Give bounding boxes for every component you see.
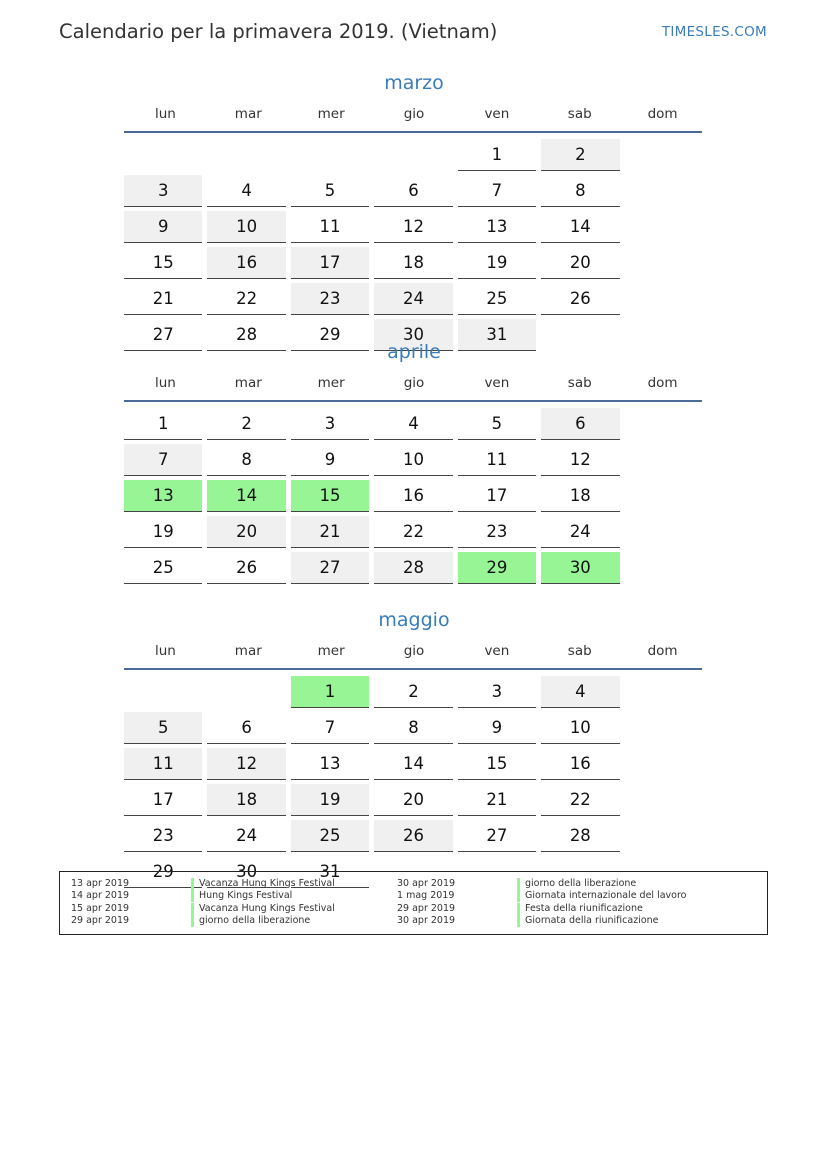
day-number: 17: [291, 247, 369, 279]
day-cell: [207, 209, 290, 245]
day-number: 19: [458, 247, 536, 279]
day-number: 23: [291, 283, 369, 315]
day-number: 4: [207, 175, 285, 207]
weekday-label: gio: [403, 106, 425, 122]
day-number: 10: [374, 444, 452, 476]
day-number: 20: [541, 247, 619, 279]
empty-cell: [124, 137, 207, 173]
weekday-label: mer: [317, 106, 345, 122]
weekday-label: lun: [154, 375, 176, 391]
day-number: 6: [374, 175, 452, 207]
day-cell: [291, 245, 374, 281]
day-cell: [374, 281, 457, 317]
day-cell: [291, 514, 374, 550]
legend-name: giorno della liberazione: [525, 878, 637, 889]
holiday-marker-icon: [517, 878, 520, 890]
day-cell: [291, 209, 374, 245]
day-cell: [458, 281, 541, 317]
day-number: 6: [207, 712, 285, 744]
day-number: 15: [291, 480, 369, 512]
day-number: 21: [458, 784, 536, 816]
day-number: 17: [124, 784, 202, 816]
day-cell: [291, 550, 374, 586]
day-number: 30: [207, 856, 285, 888]
day-number: 18: [541, 480, 619, 512]
header-rule: [124, 668, 702, 670]
day-cell: [291, 442, 374, 478]
holiday-marker-icon: [517, 915, 520, 927]
day-cell: [124, 478, 207, 514]
day-cell: [374, 478, 457, 514]
day-cell: [374, 406, 457, 442]
day-cell: [458, 442, 541, 478]
month-name: marzo: [384, 72, 444, 94]
day-number: 29: [458, 552, 536, 584]
day-cell: [291, 478, 374, 514]
day-cell: [124, 710, 207, 746]
empty-cell: [207, 674, 290, 710]
weekday-label: sab: [567, 106, 592, 122]
day-number: 5: [124, 712, 202, 744]
day-number: 21: [291, 516, 369, 548]
legend-date: 13 apr 2019: [71, 878, 130, 889]
day-cell: [541, 406, 624, 442]
day-number: 8: [374, 712, 452, 744]
day-cell: [374, 209, 457, 245]
day-number: 23: [458, 516, 536, 548]
day-cell: [207, 710, 290, 746]
legend-name: Giornata della riunificazione: [525, 915, 659, 927]
weekday-label: ven: [484, 643, 510, 659]
day-cell: [458, 245, 541, 281]
day-number: 31: [458, 319, 536, 351]
day-number: 24: [541, 516, 619, 548]
day-number: 11: [291, 211, 369, 243]
weekday-label: ven: [484, 375, 510, 391]
day-cell: [374, 550, 457, 586]
day-cell: [458, 406, 541, 442]
day-cell: [207, 782, 290, 818]
day-cell: [291, 818, 374, 854]
month-name: aprile: [387, 341, 441, 363]
day-number: 20: [207, 516, 285, 548]
day-number: 27: [458, 820, 536, 852]
day-number: 16: [541, 748, 619, 780]
day-grid: [124, 674, 704, 890]
holiday-marker-icon: [517, 890, 520, 902]
day-cell: [541, 710, 624, 746]
day-cell: [374, 818, 457, 854]
day-number: 26: [207, 552, 285, 584]
day-cell: [458, 137, 541, 173]
day-cell: [291, 710, 374, 746]
day-cell: [124, 281, 207, 317]
day-cell: [458, 209, 541, 245]
day-cell: [541, 674, 624, 710]
empty-cell: [374, 137, 457, 173]
legend-date: 1 mag 2019: [397, 890, 455, 902]
day-number: 2: [207, 408, 285, 440]
month-may: [124, 607, 704, 890]
day-cell: [458, 818, 541, 854]
day-cell: [374, 674, 457, 710]
day-cell: [207, 281, 290, 317]
empty-cell: [207, 137, 290, 173]
day-number: 28: [207, 319, 285, 351]
day-number: 7: [124, 444, 202, 476]
weekday-label: mer: [317, 375, 345, 391]
day-cell: [291, 782, 374, 818]
weekday-header: [124, 641, 704, 661]
day-cell: [541, 281, 624, 317]
legend-name: Vacanza Hung Kings Festival: [199, 878, 335, 889]
day-number: 11: [124, 748, 202, 780]
day-number: 23: [124, 820, 202, 852]
day-cell: [541, 478, 624, 514]
legend-date: 29 apr 2019: [71, 915, 130, 927]
day-cell: [124, 514, 207, 550]
day-cell: [458, 478, 541, 514]
day-cell: [291, 746, 374, 782]
day-cell: [541, 245, 624, 281]
day-number: 19: [124, 516, 202, 548]
weekday-label: sab: [567, 375, 592, 391]
day-number: 24: [207, 820, 285, 852]
weekday-label: mer: [317, 643, 345, 659]
day-number: 13: [291, 748, 369, 780]
legend-name: Festa della riunificazione: [525, 902, 643, 914]
day-cell: [374, 442, 457, 478]
day-number: 1: [291, 676, 369, 708]
header-rule: [124, 131, 702, 133]
day-cell: [207, 746, 290, 782]
holiday-marker-icon: [517, 903, 520, 915]
day-cell: [124, 746, 207, 782]
weekday-label: mar: [234, 106, 262, 122]
day-number: 11: [458, 444, 536, 476]
weekday-label: dom: [647, 106, 678, 122]
day-number: 3: [124, 175, 202, 207]
day-cell: [124, 245, 207, 281]
day-number: 28: [374, 552, 452, 584]
day-number: 30: [541, 552, 619, 584]
legend-date: 14 apr 2019: [71, 890, 130, 902]
day-number: 4: [541, 676, 619, 708]
weekday-label: sab: [567, 643, 592, 659]
legend-name: giorno della liberazione: [199, 915, 311, 927]
day-cell: [207, 245, 290, 281]
day-cell: [207, 173, 290, 209]
day-number: 21: [124, 283, 202, 315]
day-number: 1: [124, 408, 202, 440]
day-number: 6: [541, 408, 619, 440]
day-number: 5: [291, 175, 369, 207]
day-number: 7: [458, 175, 536, 207]
day-number: 24: [374, 283, 452, 315]
day-cell: [541, 746, 624, 782]
day-number: 30: [374, 319, 452, 351]
day-number: 17: [458, 480, 536, 512]
brand-link[interactable]: TIMESLES.COM: [661, 24, 767, 40]
weekday-label: lun: [154, 106, 176, 122]
day-cell: [374, 782, 457, 818]
day-number: 8: [207, 444, 285, 476]
day-cell: [374, 173, 457, 209]
day-number: 28: [541, 820, 619, 852]
day-number: 2: [374, 676, 452, 708]
day-number: 25: [124, 552, 202, 584]
day-number: 9: [458, 712, 536, 744]
day-number: 14: [207, 480, 285, 512]
weekday-label: mar: [234, 643, 262, 659]
holiday-marker-icon: [191, 878, 194, 890]
day-number: 10: [207, 211, 285, 243]
day-number: 13: [458, 211, 536, 243]
legend-date: 29 apr 2019: [397, 902, 456, 914]
day-number: 27: [291, 552, 369, 584]
day-number: 3: [458, 676, 536, 708]
day-cell: [458, 514, 541, 550]
day-number: 14: [541, 211, 619, 243]
day-number: 8: [541, 175, 619, 207]
day-cell: [374, 514, 457, 550]
day-cell: [124, 782, 207, 818]
day-cell: [541, 173, 624, 209]
day-number: 4: [374, 408, 452, 440]
legend-name: Hung Kings Festival: [199, 890, 293, 902]
day-cell: [541, 818, 624, 854]
empty-cell: [291, 137, 374, 173]
day-number: 3: [291, 408, 369, 440]
day-cell: [541, 550, 624, 586]
day-cell: [458, 710, 541, 746]
legend-name: Vacanza Hung Kings Festival: [199, 902, 335, 914]
day-cell: [458, 550, 541, 586]
day-number: 12: [207, 748, 285, 780]
day-number: 9: [291, 444, 369, 476]
day-cell: [291, 674, 374, 710]
day-cell: [291, 173, 374, 209]
day-number: 9: [124, 211, 202, 243]
holiday-marker-icon: [191, 915, 194, 927]
weekday-header: [124, 104, 704, 124]
day-number: 12: [541, 444, 619, 476]
day-cell: [541, 442, 624, 478]
day-cell: [541, 514, 624, 550]
month-march: [124, 70, 704, 353]
day-cell: [207, 514, 290, 550]
weekday-label: gio: [403, 375, 425, 391]
day-cell: [541, 209, 624, 245]
day-cell: [207, 442, 290, 478]
day-number: 29: [291, 319, 369, 351]
day-cell: [124, 818, 207, 854]
day-number: 26: [374, 820, 452, 852]
day-cell: [124, 442, 207, 478]
day-number: 22: [374, 516, 452, 548]
day-cell: [124, 406, 207, 442]
legend-name: Giornata internazionale del lavoro: [525, 890, 687, 902]
page-title: Calendario per la primavera 2019. (Vietnam): [59, 20, 498, 43]
day-number: 13: [124, 480, 202, 512]
day-grid: [124, 406, 704, 586]
day-cell: [458, 674, 541, 710]
day-cell: [458, 746, 541, 782]
day-number: 16: [207, 247, 285, 279]
day-number: 27: [124, 319, 202, 351]
day-number: 18: [207, 784, 285, 816]
holiday-legend: [59, 871, 768, 935]
day-cell: [374, 710, 457, 746]
day-number: 26: [541, 283, 619, 315]
weekday-header: [124, 373, 704, 393]
day-number: 14: [374, 748, 452, 780]
day-number: 1: [458, 139, 536, 171]
day-cell: [458, 782, 541, 818]
day-cell: [207, 818, 290, 854]
day-number: 22: [207, 283, 285, 315]
weekday-label: dom: [647, 375, 678, 391]
day-number: 15: [124, 247, 202, 279]
legend-date: 15 apr 2019: [71, 902, 130, 914]
day-number: 12: [374, 211, 452, 243]
day-number: 22: [541, 784, 619, 816]
day-number: 2: [541, 139, 619, 171]
day-number: 5: [458, 408, 536, 440]
weekday-label: lun: [154, 643, 176, 659]
day-number: 16: [374, 480, 452, 512]
legend-date: 30 apr 2019: [397, 915, 456, 927]
holiday-marker-icon: [191, 903, 194, 915]
day-number: 20: [374, 784, 452, 816]
day-cell: [291, 406, 374, 442]
day-number: 31: [291, 856, 369, 888]
day-cell: [207, 406, 290, 442]
day-number: 10: [541, 712, 619, 744]
weekday-label: mar: [234, 375, 262, 391]
legend-date: 30 apr 2019: [397, 878, 456, 889]
day-number: 25: [458, 283, 536, 315]
day-number: 29: [124, 856, 202, 888]
day-number: 15: [458, 748, 536, 780]
day-number: 7: [291, 712, 369, 744]
day-cell: [207, 550, 290, 586]
day-cell: [124, 209, 207, 245]
day-cell: [207, 478, 290, 514]
weekday-label: dom: [647, 643, 678, 659]
weekday-label: gio: [403, 643, 425, 659]
month-april: [124, 339, 704, 586]
day-cell: [458, 173, 541, 209]
day-cell: [124, 173, 207, 209]
day-number: 25: [291, 820, 369, 852]
day-cell: [291, 281, 374, 317]
day-number: 18: [374, 247, 452, 279]
day-cell: [541, 782, 624, 818]
day-cell: [374, 746, 457, 782]
day-grid: [124, 137, 704, 353]
month-name: maggio: [378, 609, 450, 631]
weekday-label: ven: [484, 106, 510, 122]
holiday-marker-icon: [191, 890, 194, 902]
day-cell: [541, 137, 624, 173]
header-rule: [124, 400, 702, 402]
empty-cell: [124, 674, 207, 710]
day-number: 19: [291, 784, 369, 816]
day-cell: [124, 550, 207, 586]
day-cell: [374, 245, 457, 281]
